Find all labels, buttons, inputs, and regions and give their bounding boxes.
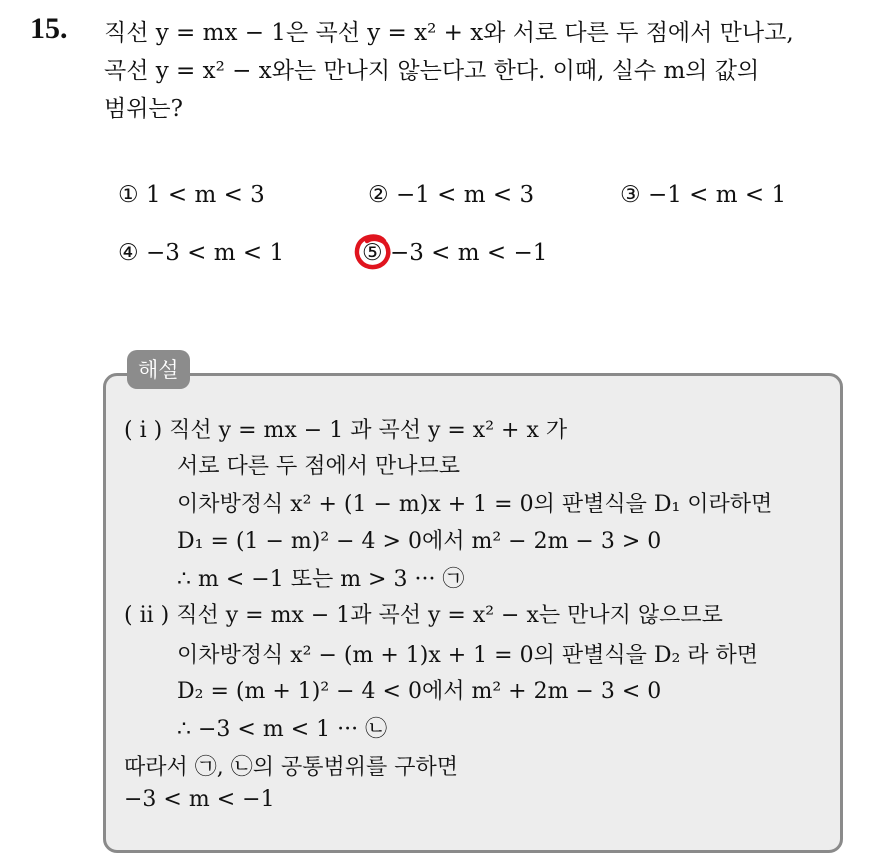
solution-line: 이차방정식 x² + (1 − m)x + 1 = 0의 판별식을 D₁ 이라하면 bbox=[177, 492, 773, 517]
question-text-line: 곡선 y = x² − x와는 만나지 않는다고 한다. 이때, 실수 m의 값의 bbox=[104, 58, 760, 84]
choice-text: −3 < m < 1 bbox=[145, 240, 285, 266]
choice-2[interactable] bbox=[368, 182, 534, 208]
choice-marker: ① bbox=[118, 182, 139, 208]
solution-line: ( i ) 직선 y = mx − 1 과 곡선 y = x² + x 가 bbox=[124, 418, 568, 443]
solution-line: 이차방정식 x² − (m + 1)x + 1 = 0의 판별식을 D₂ 라 하면 bbox=[177, 643, 759, 668]
choice-marker: ⑤ bbox=[362, 240, 383, 266]
choice-marker: ② bbox=[368, 182, 389, 208]
choice-marker: ③ bbox=[620, 182, 641, 208]
solution-line: ( ii ) 직선 y = mx − 1과 곡선 y = x² − x는 만나지 않으므로 bbox=[124, 603, 723, 628]
choice-text: −1 < m < 1 bbox=[647, 182, 787, 208]
choice-marker: ④ bbox=[118, 240, 139, 266]
solution-line: −3 < m < −1 bbox=[124, 787, 275, 812]
solution-line: ∴ −3 < m < 1 ··· ㉡ bbox=[177, 717, 388, 742]
solution-line: D₁ = (1 − m)² − 4 > 0에서 m² − 2m − 3 > 0 bbox=[177, 529, 662, 554]
question-number: 15. bbox=[30, 12, 68, 45]
answer-circle-mark-icon bbox=[353, 232, 393, 272]
choice-text: −1 < m < 3 bbox=[395, 182, 535, 208]
choice-text: −3 < m < −1 bbox=[389, 240, 548, 266]
choice-1[interactable] bbox=[118, 182, 265, 208]
solution-tab-label: 해설 bbox=[127, 350, 190, 389]
choice-3[interactable] bbox=[620, 182, 786, 208]
solution-line: 서로 다른 두 점에서 만나므로 bbox=[177, 454, 460, 479]
solution-line: ∴ m < −1 또는 m > 3 ··· ㉠ bbox=[177, 567, 465, 592]
choice-4[interactable] bbox=[118, 240, 284, 266]
choice-text: 1 < m < 3 bbox=[145, 182, 265, 208]
solution-line: D₂ = (m + 1)² − 4 < 0에서 m² + 2m − 3 < 0 bbox=[177, 679, 662, 704]
solution-line: 따라서 ㉠, ㉡의 공통범위를 구하면 bbox=[124, 755, 458, 780]
question-text-line: 범위는? bbox=[104, 96, 183, 122]
question-text-line: 직선 y = mx − 1은 곡선 y = x² + x와 서로 다른 두 점에서 만나고, bbox=[104, 20, 794, 46]
